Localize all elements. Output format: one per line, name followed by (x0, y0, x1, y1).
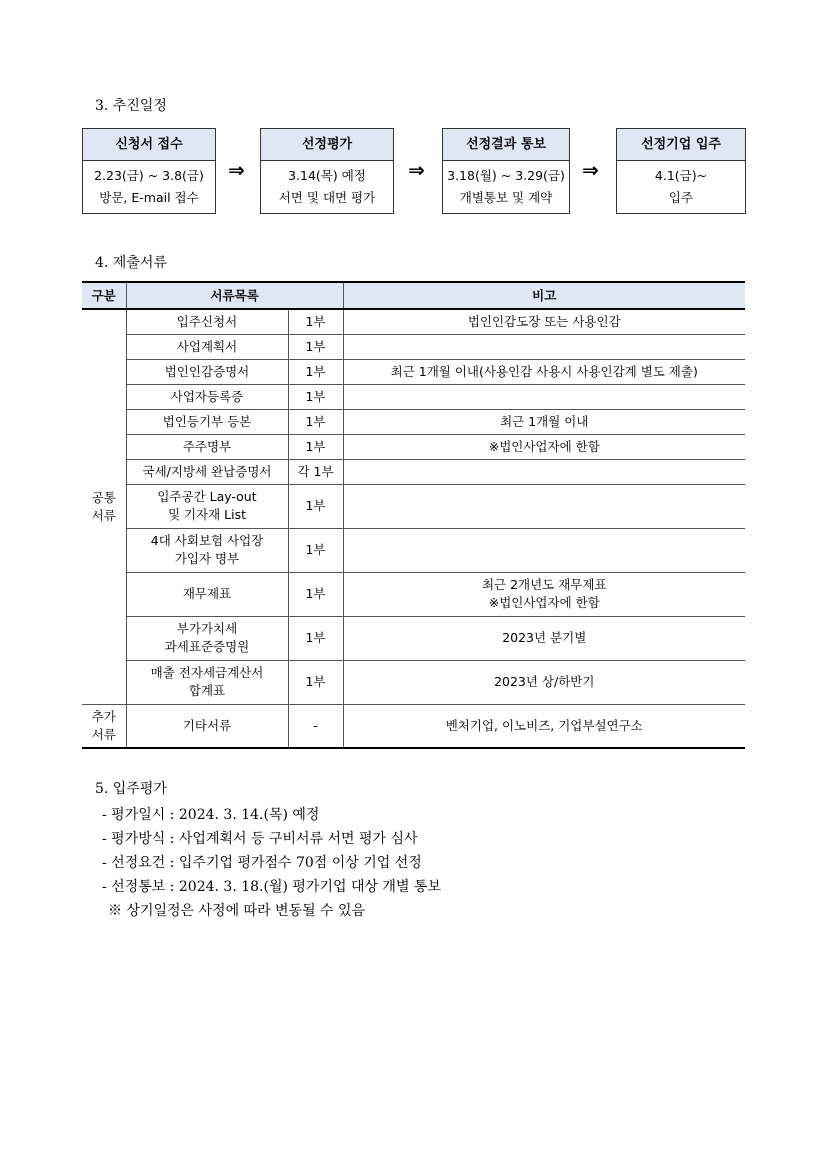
document-quantity: 각 1부 (288, 459, 343, 484)
document-quantity: 1부 (288, 616, 343, 660)
document-note: ※법인사업자에 한함 (343, 434, 745, 459)
schedule-step-move-in (616, 128, 746, 214)
table-header-row (82, 282, 745, 309)
category-extra: 추가 서류 (82, 704, 126, 748)
document-note: 최근 1개월 이내(사용인감 사용시 사용인감계 별도 제출) (343, 359, 745, 384)
document-quantity: 1부 (288, 384, 343, 409)
document-note (343, 334, 745, 359)
step-title: 선정결과 통보 (443, 129, 569, 161)
document-name: 입주공간 Lay-out 및 기자재 List (126, 484, 288, 528)
document-name: 법인인감증명서 (126, 359, 288, 384)
document-name: 사업계획서 (126, 334, 288, 359)
document-note: 벤처기업, 이노비즈, 기업부설연구소 (343, 704, 745, 748)
schedule-step-evaluation (260, 128, 394, 214)
document-name: 매출 전자세금계산서 합계표 (126, 660, 288, 704)
document-note (343, 484, 745, 528)
category-common: 공통 서류 (82, 309, 126, 704)
document-note: 2023년 상/하반기 (343, 660, 745, 704)
document-note: 최근 2개년도 재무제표 ※법인사업자에 한함 (343, 572, 745, 616)
header-category: 구분 (82, 282, 126, 309)
document-note (343, 459, 745, 484)
table-row (82, 616, 745, 660)
table-row (82, 409, 745, 434)
schedule-step-application (82, 128, 216, 214)
table-row (82, 572, 745, 616)
step-title: 선정기업 입주 (617, 129, 745, 161)
table-row (82, 484, 745, 528)
document-quantity: 1부 (288, 409, 343, 434)
step-line: 방문, E-mail 접수 (99, 190, 199, 205)
header-documents: 서류목록 (126, 282, 343, 309)
schedule-change-note: ※ 상기일정은 사정에 따라 변동될 수 있음 (108, 903, 366, 919)
document-quantity: 1부 (288, 660, 343, 704)
document-quantity: 1부 (288, 309, 343, 334)
arrow-icon: ⇒ (408, 158, 425, 182)
table-row (82, 384, 745, 409)
step-line: 입주 (668, 190, 694, 205)
document-quantity: 1부 (288, 359, 343, 384)
document-name: 입주신청서 (126, 309, 288, 334)
document-quantity: 1부 (288, 334, 343, 359)
step-line: 2.23(금) ~ 3.8(금) (94, 168, 204, 183)
step-title: 신청서 접수 (83, 129, 215, 161)
document-name: 국세/지방세 완납증명서 (126, 459, 288, 484)
section-4-title: 4. 제출서류 (95, 255, 167, 271)
header-remarks: 비고 (343, 282, 745, 309)
document-name: 사업자등록증 (126, 384, 288, 409)
table-row (82, 359, 745, 384)
document-note: 법인인감도장 또는 사용인감 (343, 309, 745, 334)
document-quantity: 1부 (288, 484, 343, 528)
document-name: 재무제표 (126, 572, 288, 616)
section-3-title: 3. 추진일정 (95, 98, 167, 114)
document-name: 4대 사회보험 사업장 가입자 명부 (126, 528, 288, 572)
evaluation-item: - 평가일시 : 2024. 3. 14.(목) 예정 (102, 807, 320, 823)
document-note (343, 528, 745, 572)
document-note: 최근 1개월 이내 (343, 409, 745, 434)
document-name: 법인등기부 등본 (126, 409, 288, 434)
document-name: 주주명부 (126, 434, 288, 459)
document-name: 부가가치세 과세표준증명원 (126, 616, 288, 660)
table-row (82, 528, 745, 572)
table-row (82, 459, 745, 484)
document-name: 기타서류 (126, 704, 288, 748)
step-title: 선정평가 (261, 129, 393, 161)
evaluation-item: - 선정요건 : 입주기업 평가점수 70점 이상 기업 선정 (102, 855, 422, 871)
table-row (82, 334, 745, 359)
table-row (82, 660, 745, 704)
document-note: 2023년 분기별 (343, 616, 745, 660)
documents-table (82, 281, 745, 749)
step-line: 3.14(목) 예정 (288, 168, 366, 183)
arrow-icon: ⇒ (228, 158, 245, 182)
table-row (82, 434, 745, 459)
document-quantity: 1부 (288, 572, 343, 616)
evaluation-list (102, 803, 441, 923)
table-row (82, 704, 745, 748)
step-line: 3.18(월) ~ 3.29(금) (447, 168, 565, 183)
document-note (343, 384, 745, 409)
arrow-icon: ⇒ (582, 158, 599, 182)
evaluation-item: - 평가방식 : 사업계획서 등 구비서류 서면 평가 심사 (102, 831, 418, 847)
table-row (82, 309, 745, 334)
step-line: 4.1(금)~ (654, 168, 708, 183)
section-5-title: 5. 입주평가 (95, 781, 167, 797)
document-quantity: 1부 (288, 528, 343, 572)
document-quantity: - (288, 704, 343, 748)
step-line: 서면 및 대면 평가 (278, 190, 376, 205)
evaluation-item: - 선정통보 : 2024. 3. 18.(월) 평가기업 대상 개별 통보 (102, 879, 441, 895)
step-line: 개별통보 및 계약 (459, 190, 553, 205)
document-quantity: 1부 (288, 434, 343, 459)
schedule-step-result (442, 128, 570, 214)
